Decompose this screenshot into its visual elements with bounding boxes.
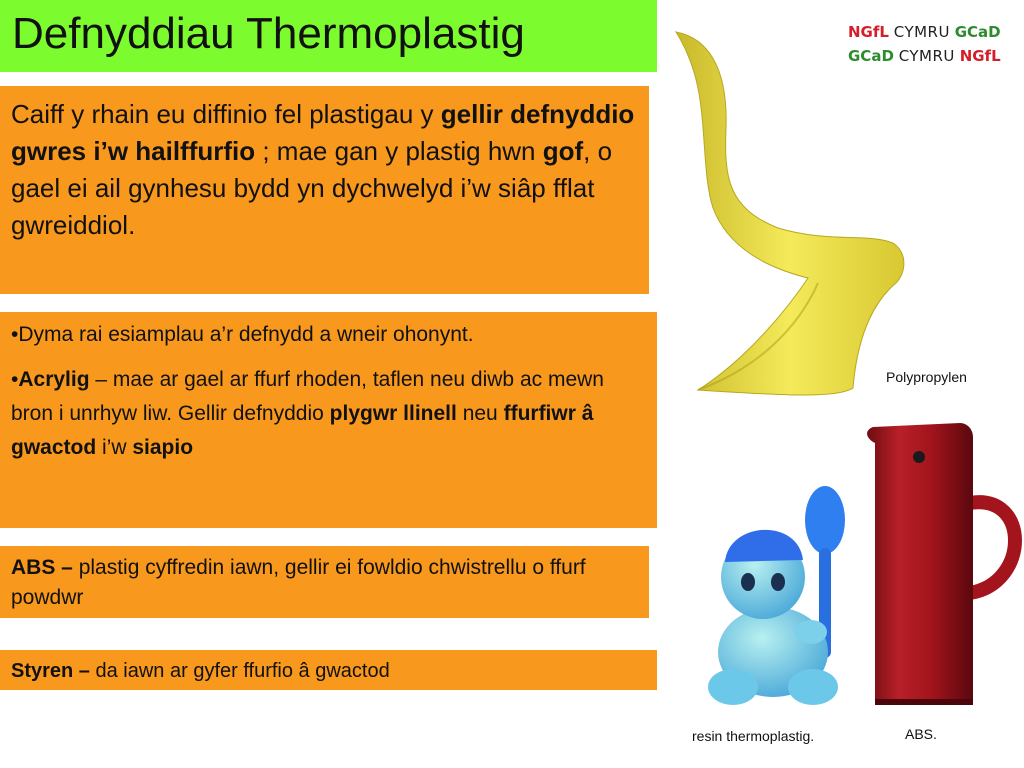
abs-jug-image	[855, 413, 1024, 713]
caption-polypropylene: Polypropylen	[886, 369, 967, 385]
examples-bullet-2: •Acrylig – mae ar gael ar ffurf rhoden, taflen neu diwb ac mewn bron i unrhyw liw. Gellir defnyddio plygwr llinell neu ffurfiwr â gwactod i’w siapio	[11, 368, 604, 459]
definition-bold-2: gof	[542, 136, 584, 166]
abs-text: ABS – plastig cyffredin iawn, gellir ei fowldio chwistrellu o ffurf powdwr	[11, 556, 586, 609]
caption-abs: ABS.	[905, 726, 937, 742]
definition-bold-1: gellir defnyddio gwres i’w hailffurfio	[11, 99, 635, 166]
styrene-text: Styren – da iawn ar gyfer ffurfio â gwactod	[11, 660, 390, 682]
panton-chair-image	[668, 28, 908, 413]
resin-figure-image	[703, 482, 863, 712]
caption-thermoplastic-resin: resin thermoplastig.	[692, 728, 815, 744]
logo-line-2: GCaD CYMRU NGfL	[848, 47, 1001, 65]
examples-bullet-1: •Dyma rai esiamplau a’r defnydd a wneir ohonynt.	[11, 323, 474, 346]
page-title: Defnyddiau Thermoplastig	[12, 9, 525, 58]
logo-line-1: NGfL CYMRU GCaD	[848, 23, 1001, 41]
definition-text: Caiff y rhain eu diffinio fel plastigau y gellir defnyddio gwres i’w hailffurfio ; mae gan y plastig hwn gof, o gael ei ail gynhesu bydd yn dychwelyd i’w siâp fflat gwreiddiol.	[11, 99, 635, 240]
